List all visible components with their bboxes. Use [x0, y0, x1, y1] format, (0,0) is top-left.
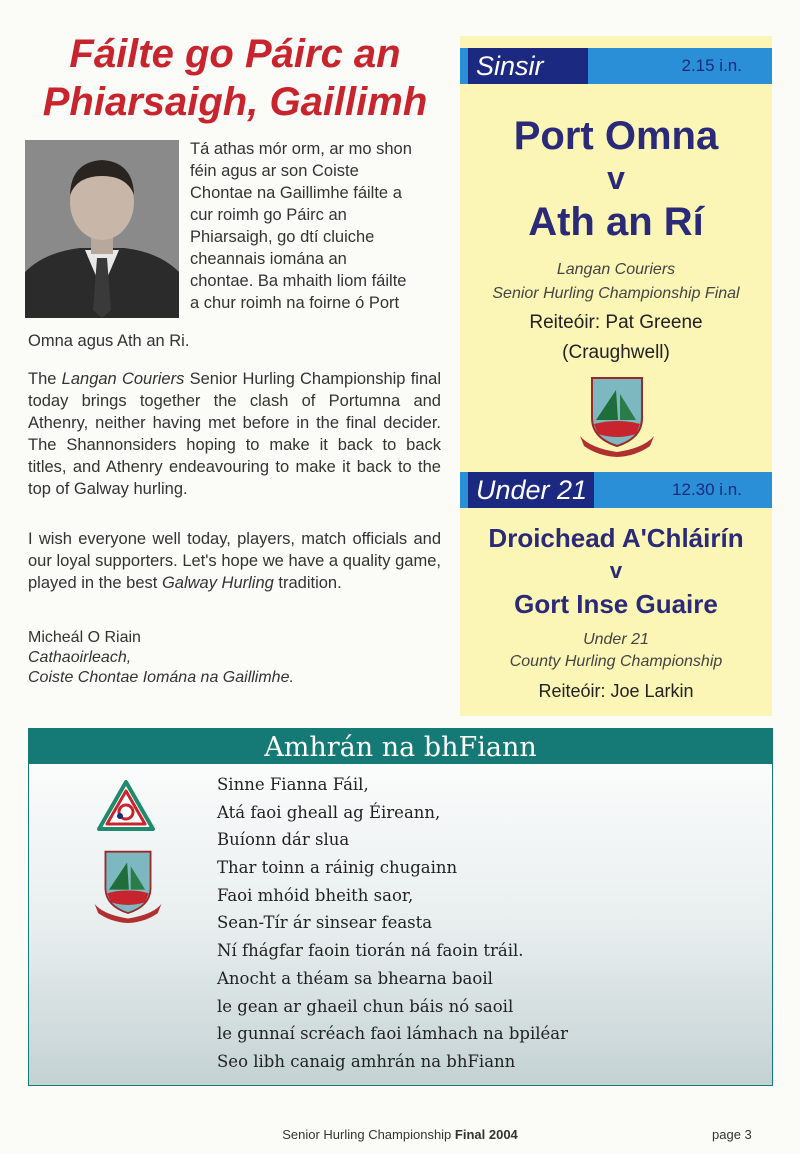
welcome-paragraph-wishes — [28, 528, 441, 594]
welcome-paragraph-final — [28, 368, 441, 500]
signatory-name: Micheál O Riain — [28, 629, 141, 646]
u21-team-home: Droichead A'Chláirín — [488, 523, 744, 553]
page-number: page 3 — [712, 1127, 752, 1142]
text-line: Tá athas mór orm, ar mo shon — [190, 140, 412, 158]
anthem-line: Sean-Tír ár sinsear feasta — [217, 913, 433, 933]
u21-referee: Reiteóir: Joe Larkin — [538, 681, 694, 701]
galway-crest-icon — [576, 374, 658, 463]
text-line: féin agus ar son Coiste — [190, 162, 359, 180]
text-line: a chur roimh na foirne ó Port — [190, 294, 400, 312]
senior-label: Sinsir — [468, 48, 588, 84]
fixtures-panel — [460, 36, 772, 716]
welcome-title-line1: Fáilte go Páirc an — [69, 32, 401, 76]
signatory-role: Cathaoirleach, — [28, 649, 132, 666]
senior-versus: v — [607, 160, 625, 196]
anthem-line: le gunnaí scréach faoi lámhach na bpiléar — [217, 1024, 569, 1044]
senior-referee: Reiteóir: Pat Greene — [529, 312, 703, 333]
senior-referee-club: (Craughwell) — [562, 342, 670, 363]
anthem-line: Sinne Fianna Fáil, — [217, 775, 369, 794]
anthem-line: Buíonn dár slua — [217, 830, 350, 850]
footer-text-bold: Final 2004 — [454, 1127, 518, 1142]
u21-header-bar — [460, 472, 772, 508]
anthem-title: Amhrán na bhFiann — [29, 729, 772, 764]
u21-label: Under 21 — [468, 472, 594, 508]
page-footer — [0, 1127, 800, 1142]
anthem-line: Faoi mhóid bheith saor, — [217, 885, 414, 905]
anthem-line: Ní fhágfar faoin tiorán ná faoin tráil. — [217, 941, 524, 961]
anthem-line: Atá faoi gheall ag Éireann, — [217, 802, 441, 822]
u21-versus: v — [609, 558, 623, 583]
anthem-line: le gean ar ghaeil chun báis nó saoil — [217, 996, 514, 1016]
senior-header-bar — [460, 48, 772, 84]
anthem-line: Anocht a théam sa bhearna baoil — [217, 968, 493, 988]
welcome-title — [30, 30, 440, 126]
portrait-illustration — [25, 140, 179, 318]
welcome-title-line2: Phiarsaigh, Gaillimh — [42, 80, 428, 124]
text-line: cur roimh go Páirc an — [190, 206, 347, 224]
welcome-irish-paragraph — [190, 138, 440, 314]
signature-block — [28, 628, 294, 688]
footer-text: Senior Hurling Championship — [282, 1127, 455, 1142]
senior-sponsor: Langan Couriers — [556, 261, 676, 278]
senior-time: 2.15 i.n. — [681, 56, 742, 75]
paragraph-text: tradition. — [273, 574, 342, 592]
paragraph-text: I wish everyone well today, players, match officials and our loyal supporters. Let's hope we have a quality game, played in the best — [28, 530, 441, 592]
signatory-organisation: Coiste Chontae Iomána na Gaillimhe. — [28, 669, 294, 686]
anthem-lyrics — [217, 771, 568, 1076]
text-line: Phiarsaigh, go dtí cluiche — [190, 228, 375, 246]
emphasis-text: Galway Hurling — [161, 574, 274, 592]
paragraph-text: The — [28, 370, 62, 388]
anthem-line: Thar toinn a ráinig chugainn — [217, 858, 458, 878]
u21-age-grade: Under 21 — [583, 631, 649, 648]
senior-competition: Senior Hurling Championship Final — [492, 285, 740, 302]
chairman-photo — [25, 140, 179, 318]
u21-team-away: Gort Inse Guaire — [514, 589, 718, 619]
paragraph-text: Senior Hurling Championship final today brings together the clash of Portumna and Athenry, neither having met before in the final decider. The Shannonsiders hoping to make it back to back titles, and Athenry endeavouring to make it back to the top of Galway hurling. — [28, 370, 441, 498]
sponsor-name: Langan Couriers — [61, 370, 185, 388]
anthem-line: Seo libh canaig amhrán na bhFiann — [217, 1051, 516, 1071]
senior-team-away: Ath an Rí — [528, 200, 704, 244]
u21-competition: County Hurling Championship — [509, 653, 723, 670]
senior-team-home: Port Omna — [513, 114, 719, 158]
text-line: Chontae na Gaillimhe fáilte a — [190, 184, 402, 202]
anthem-box — [28, 728, 773, 1086]
text-line: cheannais iomána an — [190, 250, 347, 268]
text-line: chontae. Ba mhaith liom fáilte — [190, 272, 407, 290]
welcome-irish-tail: Omna agus Ath an Ri. — [28, 332, 190, 350]
u21-time: 12.30 i.n. — [672, 480, 742, 499]
gaa-logo-icon — [95, 779, 157, 840]
galway-crest-icon — [91, 847, 165, 930]
